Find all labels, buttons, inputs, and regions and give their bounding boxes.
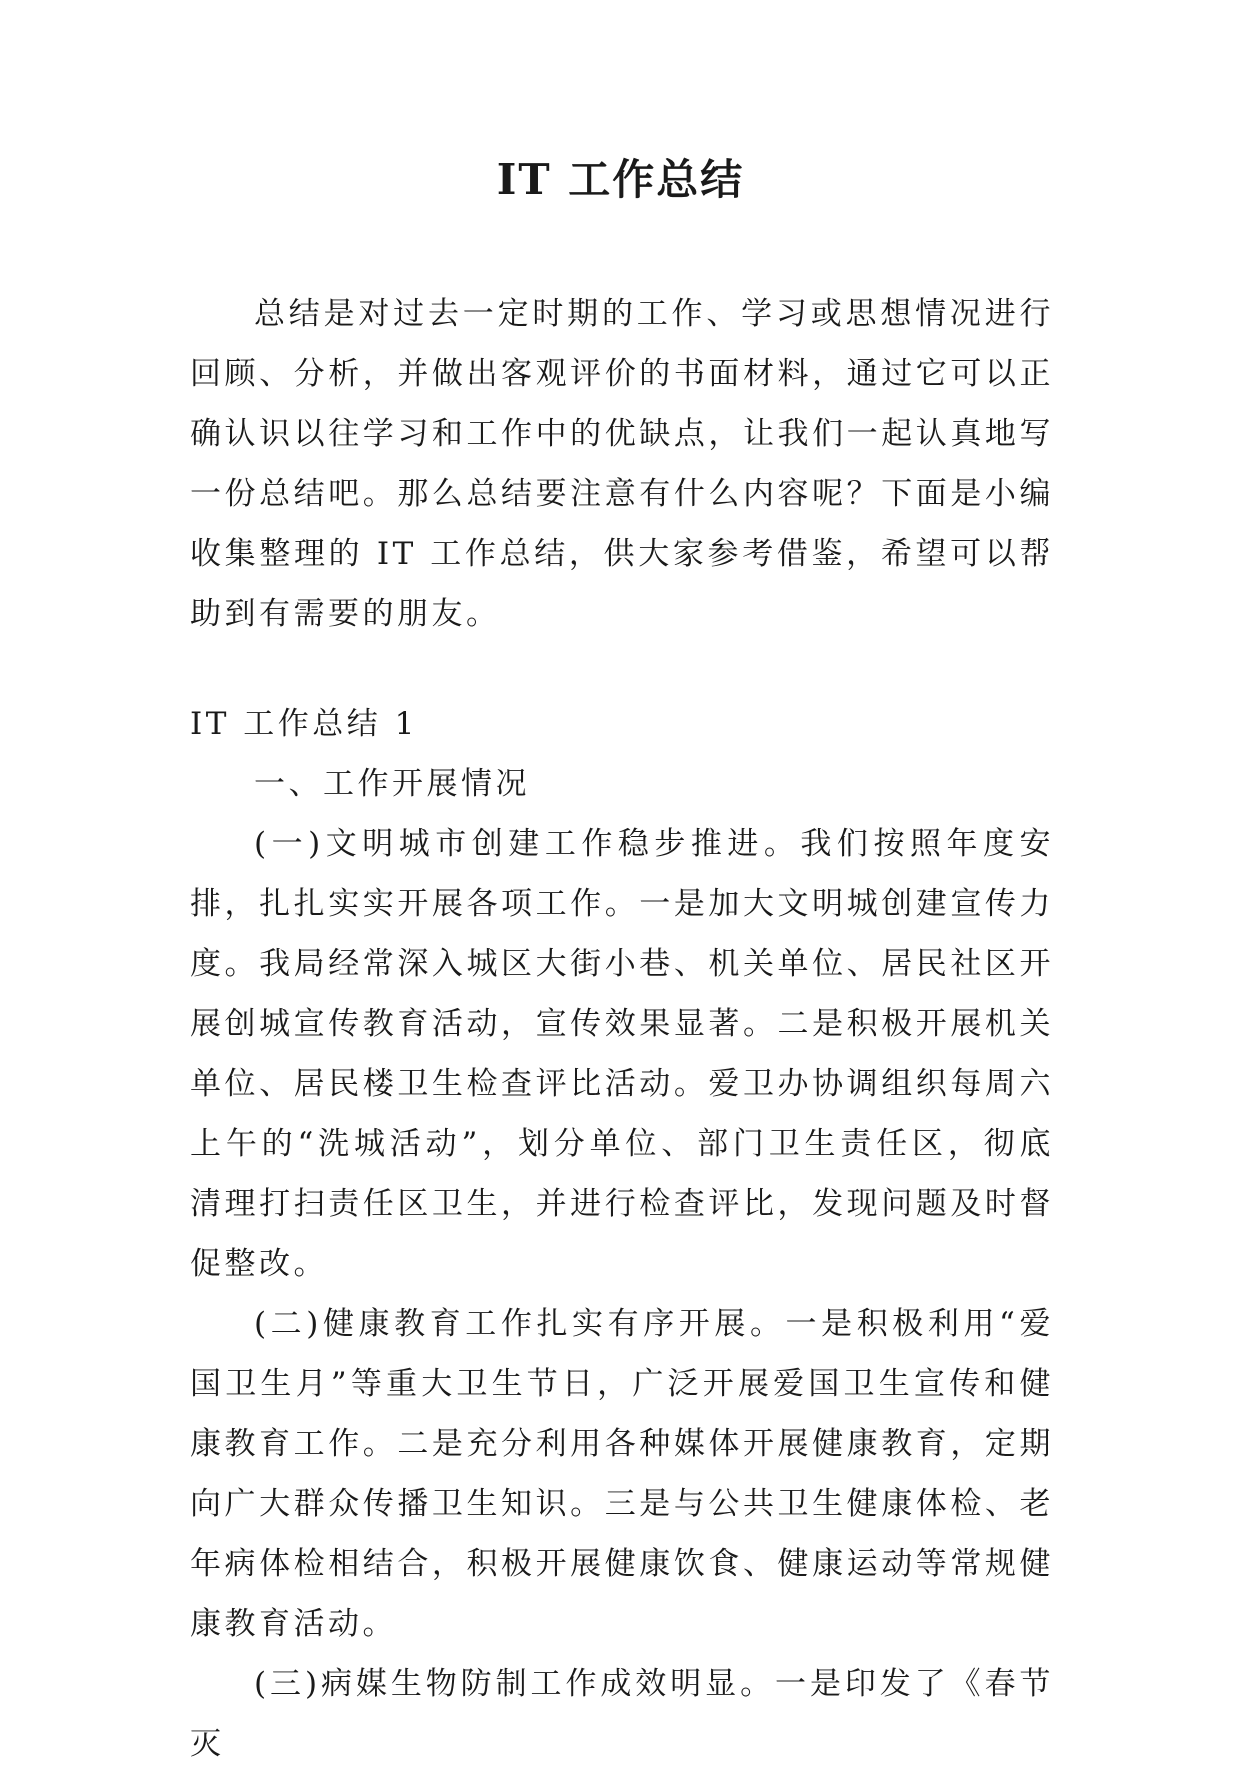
paragraph-civilized-city: (一)文明城市创建工作稳步推进。我们按照年度安排，扎扎实实开展各项工作。一是加大文明城创建宣传力度。我局经常深入城区大街小巷、机关单位、居民社区开展创城宣传教育活动，宣传效果显著。二是积极开展机关单位、居民楼卫生检查评比活动。爱卫办协调组织每周六上午的“洗城活动”，划分单位、部门卫生责任区，彻底清理打扫责任区卫生，并进行检查评比，发现问题及时督促整改。 — [190, 826, 1054, 1282]
paragraph-vector-control: (三)病媒生物防制工作成效明显。一是印发了《春节灭 — [190, 1666, 1054, 1762]
intro-paragraph: 总结是对过去一定时期的工作、学习或思想情况进行回顾、分析，并做出客观评价的书面材料，通过它可以正确认识以往学习和工作中的优缺点，让我们一起认真地写一份总结吧。那么总结要注意有什么内容呢？下面是小编收集整理的 IT 工作总结，供大家参考借鉴，希望可以帮助到有需要的朋友。 — [190, 296, 1054, 632]
section-heading: IT 工作总结 1 — [190, 706, 418, 742]
section-content — [190, 754, 1054, 1774]
paragraph-health-education: (二)健康教育工作扎实有序开展。一是积极利用“爱国卫生月”等重大卫生节日，广泛开展爱国卫生宣传和健康教育工作。二是充分利用各种媒体开展健康教育，定期向广大群众传播卫生知识。三是与公共卫生健康体检、老年病体检相结合，积极开展健康饮食、健康运动等常规健康教育活动。 — [190, 1306, 1054, 1642]
document-title: IT 工作总结 — [496, 155, 745, 204]
subsection-heading: 一、工作开展情况 — [254, 766, 530, 802]
